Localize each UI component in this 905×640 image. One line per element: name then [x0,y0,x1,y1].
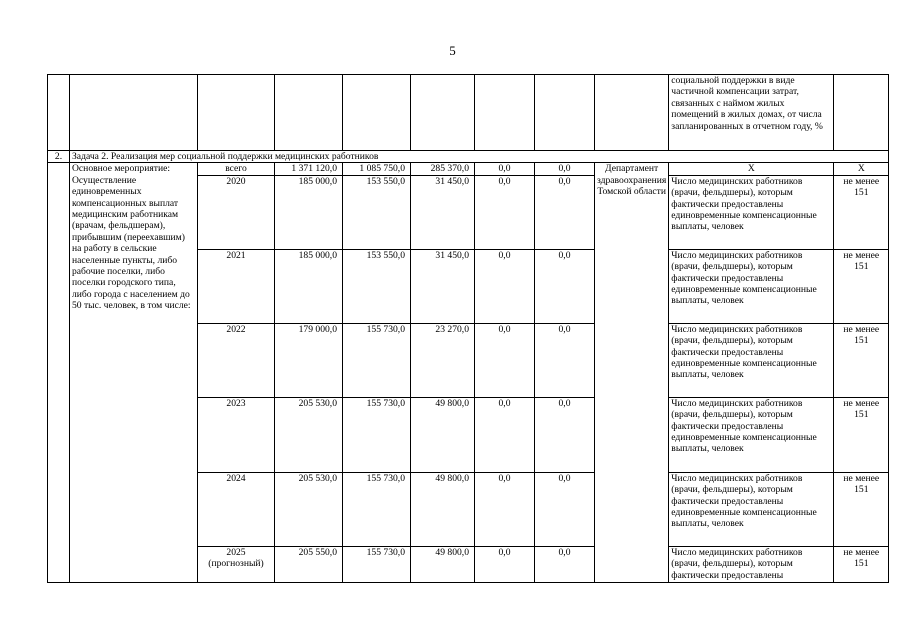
local-cell: 0,0 [475,175,535,249]
other-cell: 0,0 [535,163,595,175]
federal-cell: 1 085 750,0 [343,163,411,175]
year-cell: 2021 [198,249,275,323]
program-table [47,74,889,583]
year-cell: 2023 [198,397,275,472]
continuation-row [48,75,889,151]
regional-cell: 31 450,0 [411,175,475,249]
value-cell: X [834,163,889,175]
indicator-cell: социальной поддержки в виде частичной компенсации затрат, связанных с наймом жилых помещений в жилых домах, от числа запланированных в отчетном году, % [669,75,834,151]
other-cell: 0,0 [535,546,595,582]
value-cell: не менее 151 [834,249,889,323]
total-cell: 205 530,0 [275,472,343,546]
indicator-cell: Число медицинских работников (врачи, фельдшеры), которым фактически предоставлены единовременные компенсационные выплаты, человек [669,323,834,397]
page-number: 5 [449,43,456,58]
local-cell: 0,0 [475,163,535,175]
value-cell: не менее 151 [834,546,889,582]
indicator-cell: Число медицинских работников (врачи, фельдшеры), которым фактически предоставлены единовременные компенсационные выплаты, человек [669,397,834,472]
federal-cell: 155 730,0 [343,472,411,546]
regional-cell: 49 800,0 [411,397,475,472]
value-cell: не менее 151 [834,175,889,249]
total-cell: 185 000,0 [275,175,343,249]
task-title: Задача 2. Реализация мер социальной поддержки медицинских работников [70,151,889,163]
indicator-cell: X [669,163,834,175]
federal-cell: 153 550,0 [343,249,411,323]
total-cell: 205 530,0 [275,397,343,472]
year-cell: 2025 (прогнозный) [198,546,275,582]
indicator-cell: Число медицинских работников (врачи, фельдшеры), которым фактически предоставлены единовременные компенсационные выплаты, человек [669,472,834,546]
value-cell: не менее 151 [834,472,889,546]
federal-cell: 155 730,0 [343,397,411,472]
other-cell: 0,0 [535,397,595,472]
indicator-cell: Число медицинских работников (врачи, фельдшеры), которым фактически предоставлены единовременные компенсационные выплаты, человек [669,175,834,249]
local-cell: 0,0 [475,249,535,323]
total-row [48,163,889,175]
other-cell: 0,0 [535,249,595,323]
indicator-cell: Число медицинских работников (врачи, фельдшеры), которым фактически предоставлены единовременные компенсационные выплаты, человек [669,249,834,323]
year-cell: 2020 [198,175,275,249]
regional-cell: 49 800,0 [411,472,475,546]
other-cell: 0,0 [535,472,595,546]
indicator-cell: Число медицинских работников (врачи, фельдшеры), которым фактически предоставлены [669,546,834,582]
federal-cell: 153 550,0 [343,175,411,249]
total-cell: 185 000,0 [275,249,343,323]
regional-cell: 31 450,0 [411,249,475,323]
local-cell: 0,0 [475,397,535,472]
value-cell: не менее 151 [834,323,889,397]
year-cell: 2024 [198,472,275,546]
regional-cell: 49 800,0 [411,546,475,582]
regional-cell: 285 370,0 [411,163,475,175]
measure-description: Основное мероприятие: Осуществление единовременных компенсационных выплат медицинским работникам (врачам, фельдшерам), прибывшим (переехавшим) на работу в сельские населенные пункты, либо рабочие поселки, либо поселки городского типа, либо города с населением до 50 тыс. человек, в том числе: [70,163,198,582]
federal-cell: 155 730,0 [343,546,411,582]
task-number: 2. [48,151,70,163]
total-cell: 179 000,0 [275,323,343,397]
local-cell: 0,0 [475,546,535,582]
other-cell: 0,0 [535,323,595,397]
federal-cell: 155 730,0 [343,323,411,397]
executor-cell: Департамент здравоохранения Томской области [595,163,669,582]
other-cell: 0,0 [535,175,595,249]
local-cell: 0,0 [475,472,535,546]
local-cell: 0,0 [475,323,535,397]
task-row [48,151,889,163]
total-cell: 1 371 120,0 [275,163,343,175]
value-cell: не менее 151 [834,397,889,472]
total-cell: 205 550,0 [275,546,343,582]
period-cell: всего [198,163,275,175]
year-cell: 2022 [198,323,275,397]
regional-cell: 23 270,0 [411,323,475,397]
